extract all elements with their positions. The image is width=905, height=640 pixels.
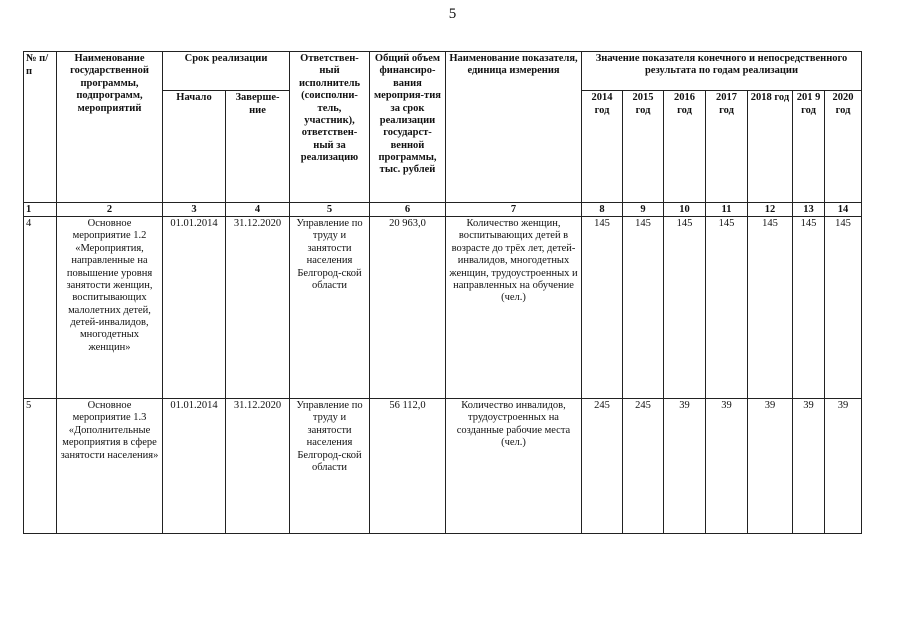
column-number: 1 [24,203,57,217]
column-number-row [24,203,862,217]
program-table [23,51,862,534]
row-indicator: Количество женщин, воспитывающих детей в возрасте до трёх лет, детей-инвалидов, многодетных женщин, трудоустроенных и направленных на обучение (чел.) [446,217,582,399]
row-value: 145 [793,217,825,399]
row-indicator: Количество инвалидов, трудоустроенных на созданные рабочие места (чел.) [446,399,582,534]
table-row [24,217,862,399]
row-value: 245 [582,399,623,534]
row-value: 145 [825,217,862,399]
header-funding: Общий объем финансиро-вания мероприя-тия за срок реализации государст-венной программы, тыс. рублей [370,52,446,203]
header-responsible: Ответствен-ный исполнитель (соисполни-тель, участник), ответствен-ный за реализацию [290,52,370,203]
row-start: 01.01.2014 [163,217,226,399]
header-year: 2017 год [706,91,748,203]
row-name: Основное мероприятие 1.2 «Мероприятия, направленные на повышение уровня занятости женщин, воспитывающих малолетних детей, детей-инвалидов, многодетных женщин» [57,217,163,399]
row-value: 39 [825,399,862,534]
column-number: 5 [290,203,370,217]
row-value: 145 [664,217,706,399]
row-value: 39 [748,399,793,534]
row-num: 4 [24,217,57,399]
row-name: Основное мероприятие 1.3 «Дополнительные мероприятия в сфере занятости населения» [57,399,163,534]
column-number: 6 [370,203,446,217]
header-year: 2016 год [664,91,706,203]
row-end: 31.12.2020 [226,217,290,399]
header-row-1 [24,52,862,91]
header-year: 2018 год [748,91,793,203]
row-responsible: Управление по труду и занятости населения Белгород-ской области [290,217,370,399]
column-number: 7 [446,203,582,217]
row-responsible: Управление по труду и занятости населения Белгород-ской области [290,399,370,534]
column-number: 4 [226,203,290,217]
row-value: 145 [623,217,664,399]
header-year: 201 9 год [793,91,825,203]
header-num: № п/п [24,52,57,203]
header-values-title: Значение показателя конечного и непосредственного результата по годам реализации [582,52,862,91]
header-period: Срок реализации [163,52,290,91]
row-value: 145 [582,217,623,399]
column-number: 10 [664,203,706,217]
column-number: 12 [748,203,793,217]
column-number: 9 [623,203,664,217]
row-value: 39 [706,399,748,534]
header-end: Заверше-ние [226,91,290,203]
row-value: 145 [706,217,748,399]
row-value: 145 [748,217,793,399]
column-number: 3 [163,203,226,217]
row-start: 01.01.2014 [163,399,226,534]
column-number: 2 [57,203,163,217]
header-start: Начало [163,91,226,203]
table-row [24,399,862,534]
row-value: 245 [623,399,664,534]
header-year: 2014 год [582,91,623,203]
column-number: 14 [825,203,862,217]
row-end: 31.12.2020 [226,399,290,534]
header-name: Наименование государственной программы, подпрограмм, мероприятий [57,52,163,203]
page-number: 5 [448,6,457,22]
header-year: 2015 год [623,91,664,203]
row-value: 39 [664,399,706,534]
row-funding: 20 963,0 [370,217,446,399]
header-year: 2020 год [825,91,862,203]
column-number: 13 [793,203,825,217]
row-num: 5 [24,399,57,534]
column-number: 11 [706,203,748,217]
column-number: 8 [582,203,623,217]
row-funding: 56 112,0 [370,399,446,534]
header-indicator: Наименование показателя, единица измерения [446,52,582,203]
row-value: 39 [793,399,825,534]
